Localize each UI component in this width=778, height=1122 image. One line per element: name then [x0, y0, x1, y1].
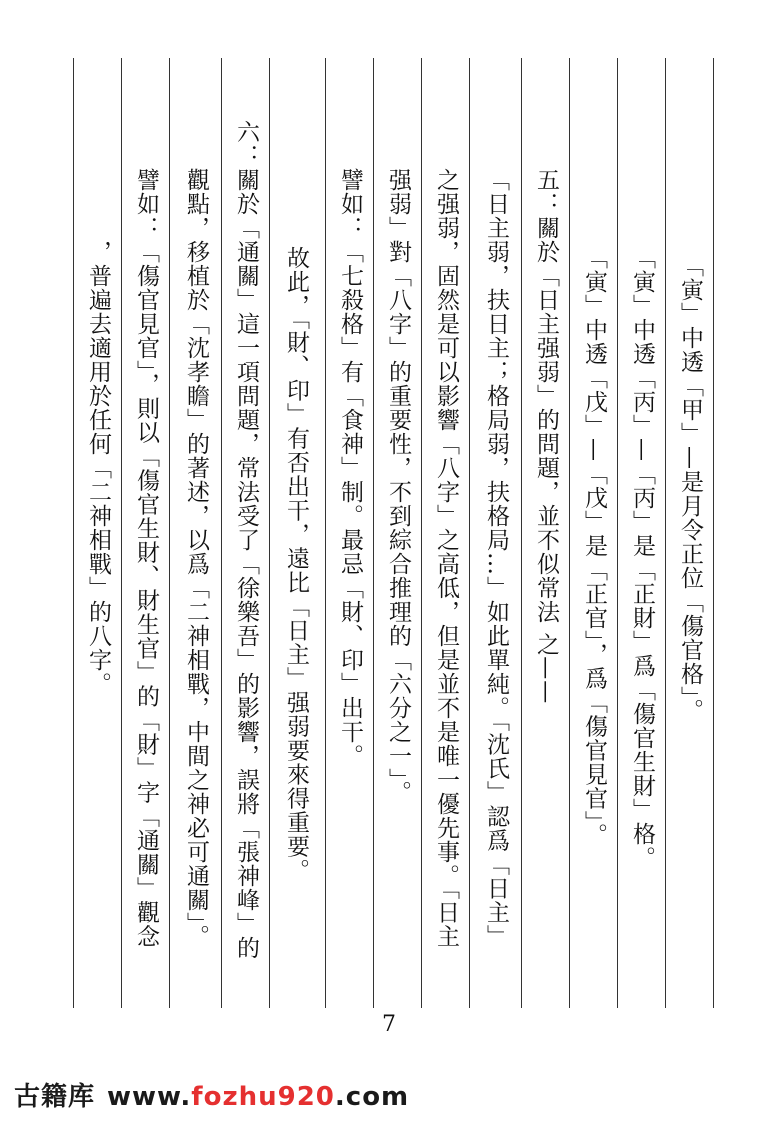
section-heading: 六：關於「通關」這一項問題，常法受了「徐樂吾」的影響，誤將「張神峰」的 [233, 120, 259, 960]
column-rule [73, 58, 74, 1008]
page-number: 7 [382, 1012, 396, 1037]
text-column: 「寅」中透「丙」—「丙」是「正財」爲「傷官生財」格。 [629, 246, 655, 870]
url-prefix[interactable]: www. [107, 1082, 192, 1112]
text-column: 之强弱，固然是可以影響「八字」之高低，但是並不是唯一優先事。「日主 [433, 168, 459, 949]
watermark-footer [14, 1076, 409, 1113]
column-rule [469, 58, 470, 1008]
column-rule [421, 58, 422, 1008]
text-column: 譬如：「七殺格」有「食神」制。最忌「財、印」出干。 [337, 168, 363, 768]
column-rule [373, 58, 374, 1008]
text-column: 觀點，移植於「沈孝瞻」的著述，以爲「二神相戰，中間之神必可通關」。 [183, 168, 209, 949]
url-brand[interactable]: fozhu920 [191, 1082, 335, 1112]
section-heading: 五：關於「日主强弱」的問題，並不似常法 之—— [533, 168, 559, 705]
text-column: 「日主弱，扶日主；格局弱，扶格局…」如此單純。「沈氏」認爲「日主」 [483, 168, 509, 949]
text-column: 譬如：「傷官見官」，則以「傷官生財、財生官」的「財」字「通關」觀念 [133, 168, 159, 949]
column-rule [713, 58, 714, 1008]
text-column: 「寅」中透「甲」—是月令正位「傷官格」。 [677, 254, 703, 723]
url-suffix[interactable]: .com [334, 1082, 410, 1112]
text-column: 故此，「財、印」有否出干，遠比「日主」强弱要來得重要。 [283, 246, 309, 883]
column-rule [325, 58, 326, 1008]
text-column: ，普遍去適用於任何「二神相戰」的八字。 [85, 240, 111, 696]
column-rule [665, 58, 666, 1008]
column-rule [617, 58, 618, 1008]
text-column: 强弱」對「八字」的重要性，不到綜合推理的「六分之一」。 [385, 168, 411, 805]
site-name: 古籍库 [14, 1082, 96, 1112]
column-rule [221, 58, 222, 1008]
column-rule [521, 58, 522, 1008]
text-column: 「寅」中透「戊」—「戊」是「正官」，爲「傷官見官」。 [581, 246, 607, 847]
column-rule [169, 58, 170, 1008]
column-rule [269, 58, 270, 1008]
column-rule [569, 58, 570, 1008]
column-rule [121, 58, 122, 1008]
